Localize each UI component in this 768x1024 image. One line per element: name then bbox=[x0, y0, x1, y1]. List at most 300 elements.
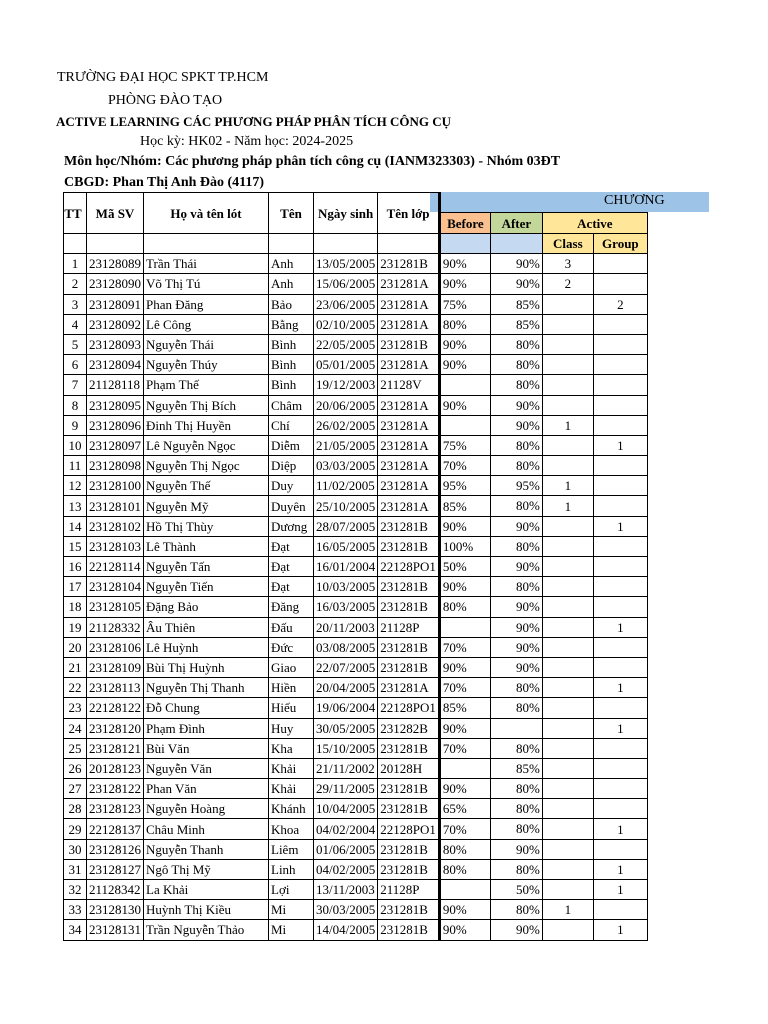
tt-cell[interactable]: 28 bbox=[64, 799, 87, 819]
class-name-cell[interactable]: 231281A bbox=[378, 415, 440, 435]
surname-cell[interactable]: Đinh Thị Huyền bbox=[144, 415, 269, 435]
firstname-cell[interactable]: Diễm bbox=[269, 435, 314, 455]
tt-cell[interactable]: 27 bbox=[64, 779, 87, 799]
dob-cell[interactable]: 22/05/2005 bbox=[314, 334, 378, 354]
active-group-cell[interactable] bbox=[593, 839, 647, 859]
tt-cell[interactable]: 7 bbox=[64, 375, 87, 395]
active-class-cell[interactable] bbox=[542, 799, 593, 819]
active-class-cell[interactable] bbox=[542, 819, 593, 839]
surname-cell[interactable]: Nguyễn Thị Thanh bbox=[144, 678, 269, 698]
after-cell[interactable]: 80% bbox=[490, 799, 542, 819]
before-cell[interactable]: 90% bbox=[439, 516, 490, 536]
active-class-cell[interactable] bbox=[542, 617, 593, 637]
dob-cell[interactable]: 03/03/2005 bbox=[314, 456, 378, 476]
class-name-cell[interactable]: 231281B bbox=[378, 577, 440, 597]
before-cell[interactable]: 90% bbox=[439, 355, 490, 375]
tt-cell[interactable]: 12 bbox=[64, 476, 87, 496]
active-class-cell[interactable] bbox=[542, 738, 593, 758]
active-class-cell[interactable]: 1 bbox=[542, 476, 593, 496]
student-id-cell[interactable]: 23128130 bbox=[87, 900, 144, 920]
before-cell[interactable]: 80% bbox=[439, 314, 490, 334]
active-class-cell[interactable] bbox=[542, 758, 593, 778]
active-class-cell[interactable] bbox=[542, 637, 593, 657]
before-cell[interactable]: 85% bbox=[439, 496, 490, 516]
firstname-cell[interactable]: Đăng bbox=[269, 597, 314, 617]
active-group-cell[interactable]: 1 bbox=[593, 718, 647, 738]
active-class-cell[interactable]: 1 bbox=[542, 900, 593, 920]
tt-cell[interactable]: 22 bbox=[64, 678, 87, 698]
firstname-cell[interactable]: Mi bbox=[269, 920, 314, 940]
table-row[interactable] bbox=[64, 557, 648, 577]
active-group-cell[interactable] bbox=[593, 415, 647, 435]
before-cell[interactable]: 70% bbox=[439, 637, 490, 657]
class-name-cell[interactable]: 231281B bbox=[378, 920, 440, 940]
firstname-cell[interactable]: Giao bbox=[269, 657, 314, 677]
student-id-cell[interactable]: 22128137 bbox=[87, 819, 144, 839]
tt-cell[interactable]: 16 bbox=[64, 557, 87, 577]
tt-cell[interactable]: 9 bbox=[64, 415, 87, 435]
table-row[interactable] bbox=[64, 395, 648, 415]
surname-cell[interactable]: Nguyễn Tiến bbox=[144, 577, 269, 597]
student-id-cell[interactable]: 23128105 bbox=[87, 597, 144, 617]
surname-cell[interactable]: Ngô Thị Mỹ bbox=[144, 859, 269, 879]
table-row[interactable] bbox=[64, 435, 648, 455]
firstname-cell[interactable]: Dương bbox=[269, 516, 314, 536]
after-cell[interactable]: 80% bbox=[490, 678, 542, 698]
active-class-cell[interactable] bbox=[542, 557, 593, 577]
firstname-cell[interactable]: Lợi bbox=[269, 880, 314, 900]
surname-cell[interactable]: Lê Thành bbox=[144, 536, 269, 556]
before-cell[interactable]: 90% bbox=[439, 274, 490, 294]
class-name-cell[interactable]: 21128P bbox=[378, 880, 440, 900]
before-cell[interactable]: 50% bbox=[439, 557, 490, 577]
firstname-cell[interactable]: Bằng bbox=[269, 314, 314, 334]
firstname-cell[interactable]: Khải bbox=[269, 779, 314, 799]
student-id-cell[interactable]: 23128089 bbox=[87, 254, 144, 274]
firstname-cell[interactable]: Khánh bbox=[269, 799, 314, 819]
dob-cell[interactable]: 05/01/2005 bbox=[314, 355, 378, 375]
tt-cell[interactable]: 19 bbox=[64, 617, 87, 637]
before-cell[interactable]: 90% bbox=[439, 779, 490, 799]
student-id-cell[interactable]: 23128094 bbox=[87, 355, 144, 375]
active-group-cell[interactable] bbox=[593, 738, 647, 758]
dob-cell[interactable]: 19/06/2004 bbox=[314, 698, 378, 718]
table-row[interactable] bbox=[64, 900, 648, 920]
class-name-cell[interactable]: 231281A bbox=[378, 274, 440, 294]
active-group-cell[interactable] bbox=[593, 637, 647, 657]
surname-cell[interactable]: Lê Công bbox=[144, 314, 269, 334]
firstname-cell[interactable]: Đạt bbox=[269, 536, 314, 556]
class-name-cell[interactable]: 21128V bbox=[378, 375, 440, 395]
before-cell[interactable]: 90% bbox=[439, 900, 490, 920]
active-class-cell[interactable] bbox=[542, 678, 593, 698]
after-cell[interactable]: 90% bbox=[490, 617, 542, 637]
active-group-cell[interactable] bbox=[593, 536, 647, 556]
table-row[interactable] bbox=[64, 859, 648, 879]
active-group-cell[interactable] bbox=[593, 799, 647, 819]
surname-cell[interactable]: Hồ Thị Thùy bbox=[144, 516, 269, 536]
active-group-cell[interactable] bbox=[593, 758, 647, 778]
before-cell[interactable]: 90% bbox=[439, 577, 490, 597]
after-cell[interactable]: 90% bbox=[490, 637, 542, 657]
surname-cell[interactable]: Nguyễn Thúy bbox=[144, 355, 269, 375]
class-name-cell[interactable]: 231281B bbox=[378, 536, 440, 556]
active-class-cell[interactable] bbox=[542, 880, 593, 900]
before-cell[interactable]: 100% bbox=[439, 536, 490, 556]
tt-cell[interactable]: 21 bbox=[64, 657, 87, 677]
tt-cell[interactable]: 29 bbox=[64, 819, 87, 839]
active-group-cell[interactable]: 1 bbox=[593, 678, 647, 698]
dob-cell[interactable]: 16/01/2004 bbox=[314, 557, 378, 577]
class-name-cell[interactable]: 231281B bbox=[378, 657, 440, 677]
active-group-cell[interactable]: 1 bbox=[593, 516, 647, 536]
student-id-cell[interactable]: 23128109 bbox=[87, 657, 144, 677]
table-row[interactable] bbox=[64, 476, 648, 496]
surname-cell[interactable]: Nguyễn Văn bbox=[144, 758, 269, 778]
surname-cell[interactable]: Trần Thái bbox=[144, 254, 269, 274]
before-cell[interactable]: 70% bbox=[439, 819, 490, 839]
firstname-cell[interactable]: Duy bbox=[269, 476, 314, 496]
student-id-cell[interactable]: 23128131 bbox=[87, 920, 144, 940]
class-name-cell[interactable]: 231281A bbox=[378, 435, 440, 455]
active-class-cell[interactable] bbox=[542, 355, 593, 375]
dob-cell[interactable]: 21/05/2005 bbox=[314, 435, 378, 455]
before-cell[interactable]: 85% bbox=[439, 698, 490, 718]
active-group-cell[interactable] bbox=[593, 375, 647, 395]
active-class-cell[interactable] bbox=[542, 334, 593, 354]
active-class-cell[interactable] bbox=[542, 577, 593, 597]
surname-cell[interactable]: Nguyễn Thái bbox=[144, 334, 269, 354]
after-cell[interactable]: 80% bbox=[490, 355, 542, 375]
surname-cell[interactable]: Trần Nguyễn Thảo bbox=[144, 920, 269, 940]
firstname-cell[interactable]: Linh bbox=[269, 859, 314, 879]
table-row[interactable] bbox=[64, 597, 648, 617]
student-id-cell[interactable]: 23128123 bbox=[87, 799, 144, 819]
before-cell[interactable]: 90% bbox=[439, 920, 490, 940]
tt-cell[interactable]: 24 bbox=[64, 718, 87, 738]
tt-cell[interactable]: 26 bbox=[64, 758, 87, 778]
class-name-cell[interactable]: 20128H bbox=[378, 758, 440, 778]
before-cell[interactable] bbox=[439, 375, 490, 395]
dob-cell[interactable]: 13/05/2005 bbox=[314, 254, 378, 274]
active-class-cell[interactable] bbox=[542, 375, 593, 395]
after-cell[interactable]: 80% bbox=[490, 900, 542, 920]
after-cell[interactable]: 80% bbox=[490, 536, 542, 556]
active-class-cell[interactable] bbox=[542, 395, 593, 415]
surname-cell[interactable]: Nguyễn Mỹ bbox=[144, 496, 269, 516]
dob-cell[interactable]: 10/04/2005 bbox=[314, 799, 378, 819]
table-row[interactable] bbox=[64, 274, 648, 294]
active-class-cell[interactable] bbox=[542, 779, 593, 799]
table-row[interactable] bbox=[64, 799, 648, 819]
before-cell[interactable]: 70% bbox=[439, 678, 490, 698]
active-group-cell[interactable] bbox=[593, 476, 647, 496]
active-group-cell[interactable] bbox=[593, 577, 647, 597]
dob-cell[interactable]: 26/02/2005 bbox=[314, 415, 378, 435]
class-name-cell[interactable]: 231281B bbox=[378, 334, 440, 354]
before-cell[interactable]: 75% bbox=[439, 294, 490, 314]
active-class-cell[interactable] bbox=[542, 839, 593, 859]
class-name-cell[interactable]: 231281A bbox=[378, 678, 440, 698]
dob-cell[interactable]: 16/05/2005 bbox=[314, 536, 378, 556]
active-class-cell[interactable]: 3 bbox=[542, 254, 593, 274]
class-name-cell[interactable]: 231282B bbox=[378, 718, 440, 738]
active-class-cell[interactable] bbox=[542, 536, 593, 556]
class-name-cell[interactable]: 22128PO1 bbox=[378, 557, 440, 577]
surname-cell[interactable]: Nguyễn Hoàng bbox=[144, 799, 269, 819]
after-cell[interactable]: 90% bbox=[490, 839, 542, 859]
firstname-cell[interactable]: Đức bbox=[269, 637, 314, 657]
table-row[interactable] bbox=[64, 678, 648, 698]
active-group-cell[interactable] bbox=[593, 557, 647, 577]
firstname-cell[interactable]: Anh bbox=[269, 254, 314, 274]
table-row[interactable] bbox=[64, 718, 648, 738]
after-cell[interactable]: 80% bbox=[490, 577, 542, 597]
class-name-cell[interactable]: 231281A bbox=[378, 355, 440, 375]
table-row[interactable] bbox=[64, 456, 648, 476]
student-id-cell[interactable]: 23128103 bbox=[87, 536, 144, 556]
student-id-cell[interactable]: 23128098 bbox=[87, 456, 144, 476]
after-cell[interactable]: 50% bbox=[490, 880, 542, 900]
firstname-cell[interactable]: Duyên bbox=[269, 496, 314, 516]
firstname-cell[interactable]: Bảo bbox=[269, 294, 314, 314]
active-class-cell[interactable] bbox=[542, 294, 593, 314]
tt-cell[interactable]: 17 bbox=[64, 577, 87, 597]
dob-cell[interactable]: 23/06/2005 bbox=[314, 294, 378, 314]
before-cell[interactable]: 80% bbox=[439, 859, 490, 879]
after-cell[interactable]: 80% bbox=[490, 435, 542, 455]
dob-cell[interactable]: 22/07/2005 bbox=[314, 657, 378, 677]
student-id-cell[interactable]: 21128342 bbox=[87, 880, 144, 900]
active-group-cell[interactable] bbox=[593, 496, 647, 516]
before-cell[interactable]: 70% bbox=[439, 456, 490, 476]
dob-cell[interactable]: 01/06/2005 bbox=[314, 839, 378, 859]
class-name-cell[interactable]: 231281A bbox=[378, 314, 440, 334]
active-class-cell[interactable]: 2 bbox=[542, 274, 593, 294]
dob-cell[interactable]: 19/12/2003 bbox=[314, 375, 378, 395]
surname-cell[interactable]: Phạm Thế bbox=[144, 375, 269, 395]
class-name-cell[interactable]: 231281A bbox=[378, 496, 440, 516]
active-class-cell[interactable] bbox=[542, 597, 593, 617]
active-group-cell[interactable]: 2 bbox=[593, 294, 647, 314]
tt-cell[interactable]: 5 bbox=[64, 334, 87, 354]
tt-cell[interactable]: 10 bbox=[64, 435, 87, 455]
surname-cell[interactable]: Võ Thị Tú bbox=[144, 274, 269, 294]
class-name-cell[interactable]: 231281A bbox=[378, 476, 440, 496]
surname-cell[interactable]: Đặng Bảo bbox=[144, 597, 269, 617]
dob-cell[interactable]: 14/04/2005 bbox=[314, 920, 378, 940]
after-cell[interactable]: 80% bbox=[490, 334, 542, 354]
dob-cell[interactable]: 16/03/2005 bbox=[314, 597, 378, 617]
table-row[interactable] bbox=[64, 839, 648, 859]
before-cell[interactable]: 90% bbox=[439, 334, 490, 354]
student-id-cell[interactable]: 23128106 bbox=[87, 637, 144, 657]
firstname-cell[interactable]: Hiếu bbox=[269, 698, 314, 718]
student-id-cell[interactable]: 23128127 bbox=[87, 859, 144, 879]
student-id-cell[interactable]: 23128122 bbox=[87, 779, 144, 799]
active-group-cell[interactable] bbox=[593, 597, 647, 617]
table-row[interactable] bbox=[64, 738, 648, 758]
active-class-cell[interactable] bbox=[542, 435, 593, 455]
class-name-cell[interactable]: 231281A bbox=[378, 294, 440, 314]
active-class-cell[interactable] bbox=[542, 456, 593, 476]
student-id-cell[interactable]: 22128122 bbox=[87, 698, 144, 718]
tt-cell[interactable]: 32 bbox=[64, 880, 87, 900]
dob-cell[interactable]: 29/11/2005 bbox=[314, 779, 378, 799]
before-cell[interactable] bbox=[439, 758, 490, 778]
class-name-cell[interactable]: 231281A bbox=[378, 395, 440, 415]
before-cell[interactable]: 90% bbox=[439, 718, 490, 738]
surname-cell[interactable]: Bùi Văn bbox=[144, 738, 269, 758]
student-id-cell[interactable]: 22128114 bbox=[87, 557, 144, 577]
tt-cell[interactable]: 25 bbox=[64, 738, 87, 758]
table-row[interactable] bbox=[64, 375, 648, 395]
tt-cell[interactable]: 33 bbox=[64, 900, 87, 920]
tt-cell[interactable]: 3 bbox=[64, 294, 87, 314]
surname-cell[interactable]: Đỗ Chung bbox=[144, 698, 269, 718]
dob-cell[interactable]: 04/02/2005 bbox=[314, 859, 378, 879]
before-cell[interactable] bbox=[439, 617, 490, 637]
table-row[interactable] bbox=[64, 415, 648, 435]
after-cell[interactable]: 85% bbox=[490, 294, 542, 314]
firstname-cell[interactable]: Chí bbox=[269, 415, 314, 435]
firstname-cell[interactable]: Đấu bbox=[269, 617, 314, 637]
firstname-cell[interactable]: Bình bbox=[269, 355, 314, 375]
dob-cell[interactable]: 13/11/2003 bbox=[314, 880, 378, 900]
surname-cell[interactable]: Lê Huỳnh bbox=[144, 637, 269, 657]
table-row[interactable] bbox=[64, 334, 648, 354]
table-row[interactable] bbox=[64, 254, 648, 274]
before-cell[interactable]: 80% bbox=[439, 597, 490, 617]
class-name-cell[interactable]: 231281B bbox=[378, 900, 440, 920]
tt-cell[interactable]: 31 bbox=[64, 859, 87, 879]
active-class-cell[interactable] bbox=[542, 698, 593, 718]
tt-cell[interactable]: 1 bbox=[64, 254, 87, 274]
table-row[interactable] bbox=[64, 355, 648, 375]
surname-cell[interactable]: Âu Thiên bbox=[144, 617, 269, 637]
before-cell[interactable]: 80% bbox=[439, 839, 490, 859]
after-cell[interactable]: 80% bbox=[490, 496, 542, 516]
dob-cell[interactable]: 04/02/2004 bbox=[314, 819, 378, 839]
tt-cell[interactable]: 14 bbox=[64, 516, 87, 536]
before-cell[interactable]: 90% bbox=[439, 254, 490, 274]
active-class-cell[interactable] bbox=[542, 657, 593, 677]
dob-cell[interactable]: 30/05/2005 bbox=[314, 718, 378, 738]
active-class-cell[interactable] bbox=[542, 516, 593, 536]
surname-cell[interactable]: Nguyễn Thị Bích bbox=[144, 395, 269, 415]
tt-cell[interactable]: 8 bbox=[64, 395, 87, 415]
after-cell[interactable]: 85% bbox=[490, 758, 542, 778]
student-id-cell[interactable]: 23128126 bbox=[87, 839, 144, 859]
before-cell[interactable]: 65% bbox=[439, 799, 490, 819]
after-cell[interactable]: 90% bbox=[490, 597, 542, 617]
class-name-cell[interactable]: 231281A bbox=[378, 456, 440, 476]
surname-cell[interactable]: Châu Minh bbox=[144, 819, 269, 839]
dob-cell[interactable]: 15/06/2005 bbox=[314, 274, 378, 294]
table-row[interactable] bbox=[64, 819, 648, 839]
student-id-cell[interactable]: 23128121 bbox=[87, 738, 144, 758]
class-name-cell[interactable]: 231281B bbox=[378, 779, 440, 799]
before-cell[interactable]: 90% bbox=[439, 657, 490, 677]
before-cell[interactable]: 90% bbox=[439, 395, 490, 415]
firstname-cell[interactable]: Bình bbox=[269, 375, 314, 395]
dob-cell[interactable]: 20/11/2003 bbox=[314, 617, 378, 637]
dob-cell[interactable]: 02/10/2005 bbox=[314, 314, 378, 334]
surname-cell[interactable]: Nguyễn Thế bbox=[144, 476, 269, 496]
active-class-cell[interactable] bbox=[542, 718, 593, 738]
table-row[interactable] bbox=[64, 314, 648, 334]
firstname-cell[interactable]: Khải bbox=[269, 758, 314, 778]
active-class-cell[interactable] bbox=[542, 859, 593, 879]
before-cell[interactable]: 75% bbox=[439, 435, 490, 455]
after-cell[interactable]: 90% bbox=[490, 274, 542, 294]
dob-cell[interactable]: 25/10/2005 bbox=[314, 496, 378, 516]
after-cell[interactable]: 80% bbox=[490, 456, 542, 476]
table-row[interactable] bbox=[64, 617, 648, 637]
dob-cell[interactable]: 21/11/2002 bbox=[314, 758, 378, 778]
surname-cell[interactable]: La Khải bbox=[144, 880, 269, 900]
class-name-cell[interactable]: 231281B bbox=[378, 597, 440, 617]
after-cell[interactable]: 90% bbox=[490, 254, 542, 274]
tt-cell[interactable]: 4 bbox=[64, 314, 87, 334]
after-cell[interactable]: 80% bbox=[490, 779, 542, 799]
student-id-cell[interactable]: 23128120 bbox=[87, 718, 144, 738]
after-cell[interactable]: 80% bbox=[490, 819, 542, 839]
tt-cell[interactable]: 18 bbox=[64, 597, 87, 617]
table-row[interactable] bbox=[64, 294, 648, 314]
table-row[interactable] bbox=[64, 657, 648, 677]
active-group-cell[interactable] bbox=[593, 355, 647, 375]
student-id-cell[interactable]: 23128093 bbox=[87, 334, 144, 354]
active-group-cell[interactable] bbox=[593, 254, 647, 274]
active-group-cell[interactable]: 1 bbox=[593, 859, 647, 879]
table-row[interactable] bbox=[64, 637, 648, 657]
student-id-cell[interactable]: 23128097 bbox=[87, 435, 144, 455]
student-id-cell[interactable]: 23128091 bbox=[87, 294, 144, 314]
class-name-cell[interactable]: 231281B bbox=[378, 637, 440, 657]
student-id-cell[interactable]: 23128102 bbox=[87, 516, 144, 536]
student-id-cell[interactable]: 23128096 bbox=[87, 415, 144, 435]
class-name-cell[interactable]: 231281B bbox=[378, 738, 440, 758]
surname-cell[interactable]: Phạm Đình bbox=[144, 718, 269, 738]
firstname-cell[interactable]: Khoa bbox=[269, 819, 314, 839]
student-id-cell[interactable]: 21128332 bbox=[87, 617, 144, 637]
after-cell[interactable]: 90% bbox=[490, 415, 542, 435]
after-cell[interactable]: 90% bbox=[490, 395, 542, 415]
table-row[interactable] bbox=[64, 779, 648, 799]
class-name-cell[interactable]: 22128PO1 bbox=[378, 819, 440, 839]
tt-cell[interactable]: 30 bbox=[64, 839, 87, 859]
student-id-cell[interactable]: 23128113 bbox=[87, 678, 144, 698]
student-id-cell[interactable]: 23128092 bbox=[87, 314, 144, 334]
firstname-cell[interactable]: Bình bbox=[269, 334, 314, 354]
firstname-cell[interactable]: Đạt bbox=[269, 557, 314, 577]
student-id-cell[interactable]: 23128090 bbox=[87, 274, 144, 294]
table-row[interactable] bbox=[64, 698, 648, 718]
active-class-cell[interactable] bbox=[542, 314, 593, 334]
before-cell[interactable] bbox=[439, 880, 490, 900]
tt-cell[interactable]: 34 bbox=[64, 920, 87, 940]
student-id-cell[interactable]: 20128123 bbox=[87, 758, 144, 778]
tt-cell[interactable]: 2 bbox=[64, 274, 87, 294]
active-class-cell[interactable]: 1 bbox=[542, 415, 593, 435]
student-id-cell[interactable]: 23128101 bbox=[87, 496, 144, 516]
student-id-cell[interactable]: 23128104 bbox=[87, 577, 144, 597]
active-group-cell[interactable]: 1 bbox=[593, 920, 647, 940]
firstname-cell[interactable]: Liêm bbox=[269, 839, 314, 859]
after-cell[interactable]: 95% bbox=[490, 476, 542, 496]
active-group-cell[interactable] bbox=[593, 314, 647, 334]
